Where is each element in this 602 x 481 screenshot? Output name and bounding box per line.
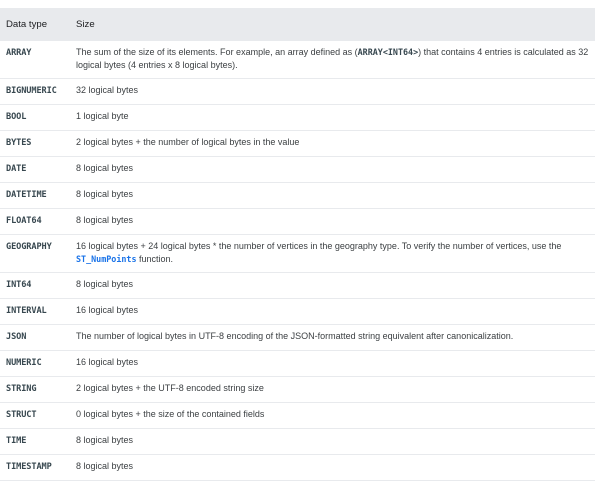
table-row	[0, 325, 595, 351]
column-header-data-type: Data type	[6, 19, 48, 30]
data-type-cell: INTERVAL	[6, 306, 47, 316]
size-cell	[76, 41, 595, 79]
table-row	[0, 157, 595, 183]
size-cell	[76, 235, 595, 273]
data-type-cell: GEOGRAPHY	[6, 242, 52, 252]
data-type-cell: TIMESTAMP	[6, 462, 52, 472]
table-row	[0, 131, 595, 157]
table-header-row	[0, 8, 595, 41]
table-row	[0, 455, 595, 481]
table-row	[0, 299, 595, 325]
size-text: The sum of the size of its elements. For example, an array defined as (	[76, 47, 358, 57]
inline-code: ARRAY<INT64>	[357, 47, 419, 57]
data-type-cell: BIGNUMERIC	[6, 86, 57, 96]
table-row	[0, 41, 595, 79]
size-cell: 8 logical bytes	[76, 461, 134, 471]
column-header-size: Size	[76, 19, 95, 30]
size-cell: 2 logical bytes + the UTF-8 encoded string size	[76, 383, 264, 393]
size-cell: 32 logical bytes	[76, 85, 139, 95]
data-type-cell: BOOL	[6, 112, 27, 122]
table-row	[0, 79, 595, 105]
size-text: ) that contains 4 entries is calculated as 32 logical bytes (4 entries x 8 logical bytes).	[76, 47, 589, 70]
data-type-cell: DATE	[6, 164, 27, 174]
size-cell: 0 logical bytes + the size of the contained fields	[76, 409, 265, 419]
table-row	[0, 183, 595, 209]
data-type-cell: ARRAY	[6, 48, 32, 58]
table-row	[0, 351, 595, 377]
data-type-cell: JSON	[6, 332, 27, 342]
size-text: function.	[136, 254, 174, 264]
size-cell: The number of logical bytes in UTF-8 encoding of the JSON-formatted string equivalent after canonicalization.	[76, 331, 514, 341]
size-cell: 8 logical bytes	[76, 279, 134, 289]
data-type-cell: STRING	[6, 384, 37, 394]
size-cell: 8 logical bytes	[76, 435, 134, 445]
table-row	[0, 105, 595, 131]
size-cell: 2 logical bytes + the number of logical bytes in the value	[76, 137, 300, 147]
size-cell: 8 logical bytes	[76, 215, 134, 225]
data-type-cell: DATETIME	[6, 190, 47, 200]
data-type-size-table	[0, 8, 595, 481]
st-numpoints-link[interactable]: ST_NumPoints	[76, 254, 137, 264]
table-row	[0, 273, 595, 299]
size-cell: 8 logical bytes	[76, 163, 134, 173]
data-type-cell: BYTES	[6, 138, 32, 148]
size-cell: 16 logical bytes	[76, 357, 139, 367]
table-row	[0, 429, 595, 455]
table-row	[0, 403, 595, 429]
table-row	[0, 377, 595, 403]
data-type-cell: TIME	[6, 436, 27, 446]
size-text: 16 logical bytes + 24 logical bytes * the number of vertices in the geography type. To verify the number of vertices, use the	[76, 241, 562, 251]
size-cell: 1 logical byte	[76, 111, 129, 121]
size-cell: 8 logical bytes	[76, 189, 134, 199]
table-row	[0, 209, 595, 235]
data-type-cell: INT64	[6, 280, 32, 290]
data-type-cell: STRUCT	[6, 410, 37, 420]
data-type-cell: FLOAT64	[6, 216, 42, 226]
data-type-cell: NUMERIC	[6, 358, 42, 368]
size-cell: 16 logical bytes	[76, 305, 139, 315]
table-row	[0, 235, 595, 273]
